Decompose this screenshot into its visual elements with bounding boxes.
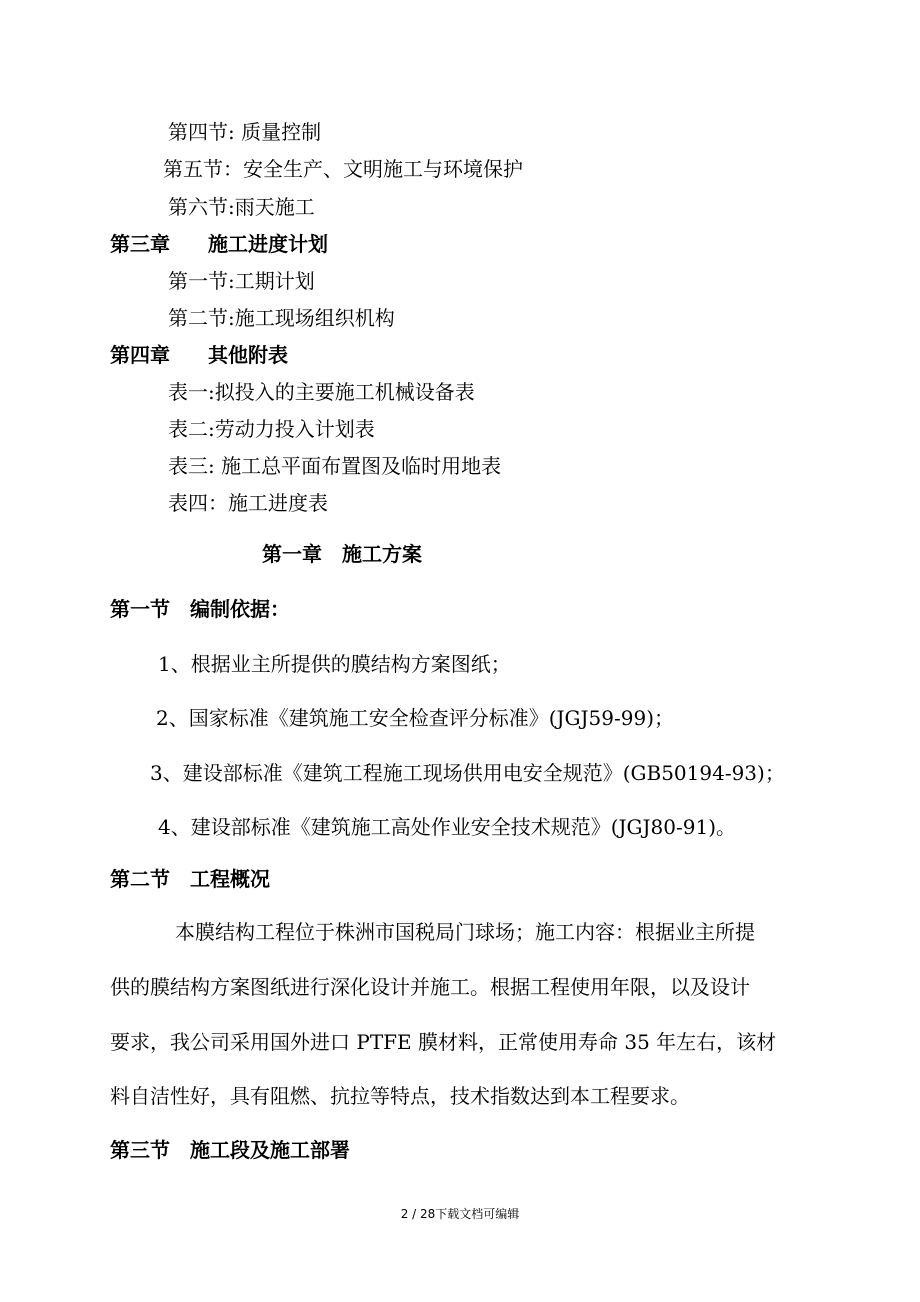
- basis-item-4: 4、建设部标准《建筑施工高处作业安全技术规范》(JGJ80-91)。: [158, 815, 736, 839]
- toc-ch2-sec5: 第五节：安全生产、文明施工与环境保护: [163, 157, 523, 181]
- overview-line-4: 料自洁性好，具有阻燃、抗拉等特点，技术指数达到本工程要求。: [110, 1084, 690, 1108]
- toc-ch4-table-1: 表一:拟投入的主要施工机械设备表: [168, 380, 475, 404]
- toc-chapter-4-title: 其他附表: [208, 343, 288, 367]
- toc-ch2-sec4: 第四节: 质量控制: [168, 120, 322, 144]
- toc-chapter-3-title: 施工进度计划: [208, 232, 328, 256]
- toc-ch4-table-4: 表四：施工进度表: [168, 491, 328, 515]
- overview-line-2: 供的膜结构方案图纸进行深化设计并施工。根据工程使用年限，以及设计: [110, 975, 750, 999]
- toc-ch3-sec2: 第二节:施工现场组织机构: [168, 306, 395, 330]
- basis-item-3: 3、建设部标准《建筑工程施工现场供用电安全规范》(GB50194-93)；: [150, 761, 785, 785]
- toc-chapter-3-label: 第三章: [110, 232, 170, 256]
- toc-ch2-sec6: 第六节:雨天施工: [168, 195, 315, 219]
- toc-ch3-sec1: 第一节:工期计划: [168, 269, 315, 293]
- overview-line-3: 要求，我公司采用国外进口 PTFE 膜材料，正常使用寿命 35 年左右，该材: [110, 1030, 777, 1054]
- basis-item-1: 1、根据业主所提供的膜结构方案图纸；: [158, 652, 511, 676]
- toc-ch4-table-3: 表三: 施工总平面布置图及临时用地表: [168, 454, 502, 478]
- basis-item-2: 2、国家标准《建筑施工安全检查评分标准》(JGJ59-99)；: [156, 706, 674, 730]
- overview-line-1: 本膜结构工程位于株洲市国税局门球场；施工内容：根据业主所提: [175, 920, 755, 944]
- chapter-1-heading: 第一章 施工方案: [262, 542, 422, 566]
- toc-chapter-4: [110, 343, 288, 367]
- section-1-heading: 第一节 编制依据：: [110, 597, 290, 621]
- section-2-heading: 第二节 工程概况: [110, 867, 270, 891]
- toc-ch4-table-2: 表二:劳动力投入计划表: [168, 417, 375, 441]
- toc-chapter-3: [110, 232, 328, 256]
- page-footer: 2 / 28下载文档可编辑: [400, 1207, 520, 1221]
- toc-chapter-4-label: 第四章: [110, 343, 170, 367]
- section-3-heading: 第三节 施工段及施工部署: [110, 1138, 350, 1162]
